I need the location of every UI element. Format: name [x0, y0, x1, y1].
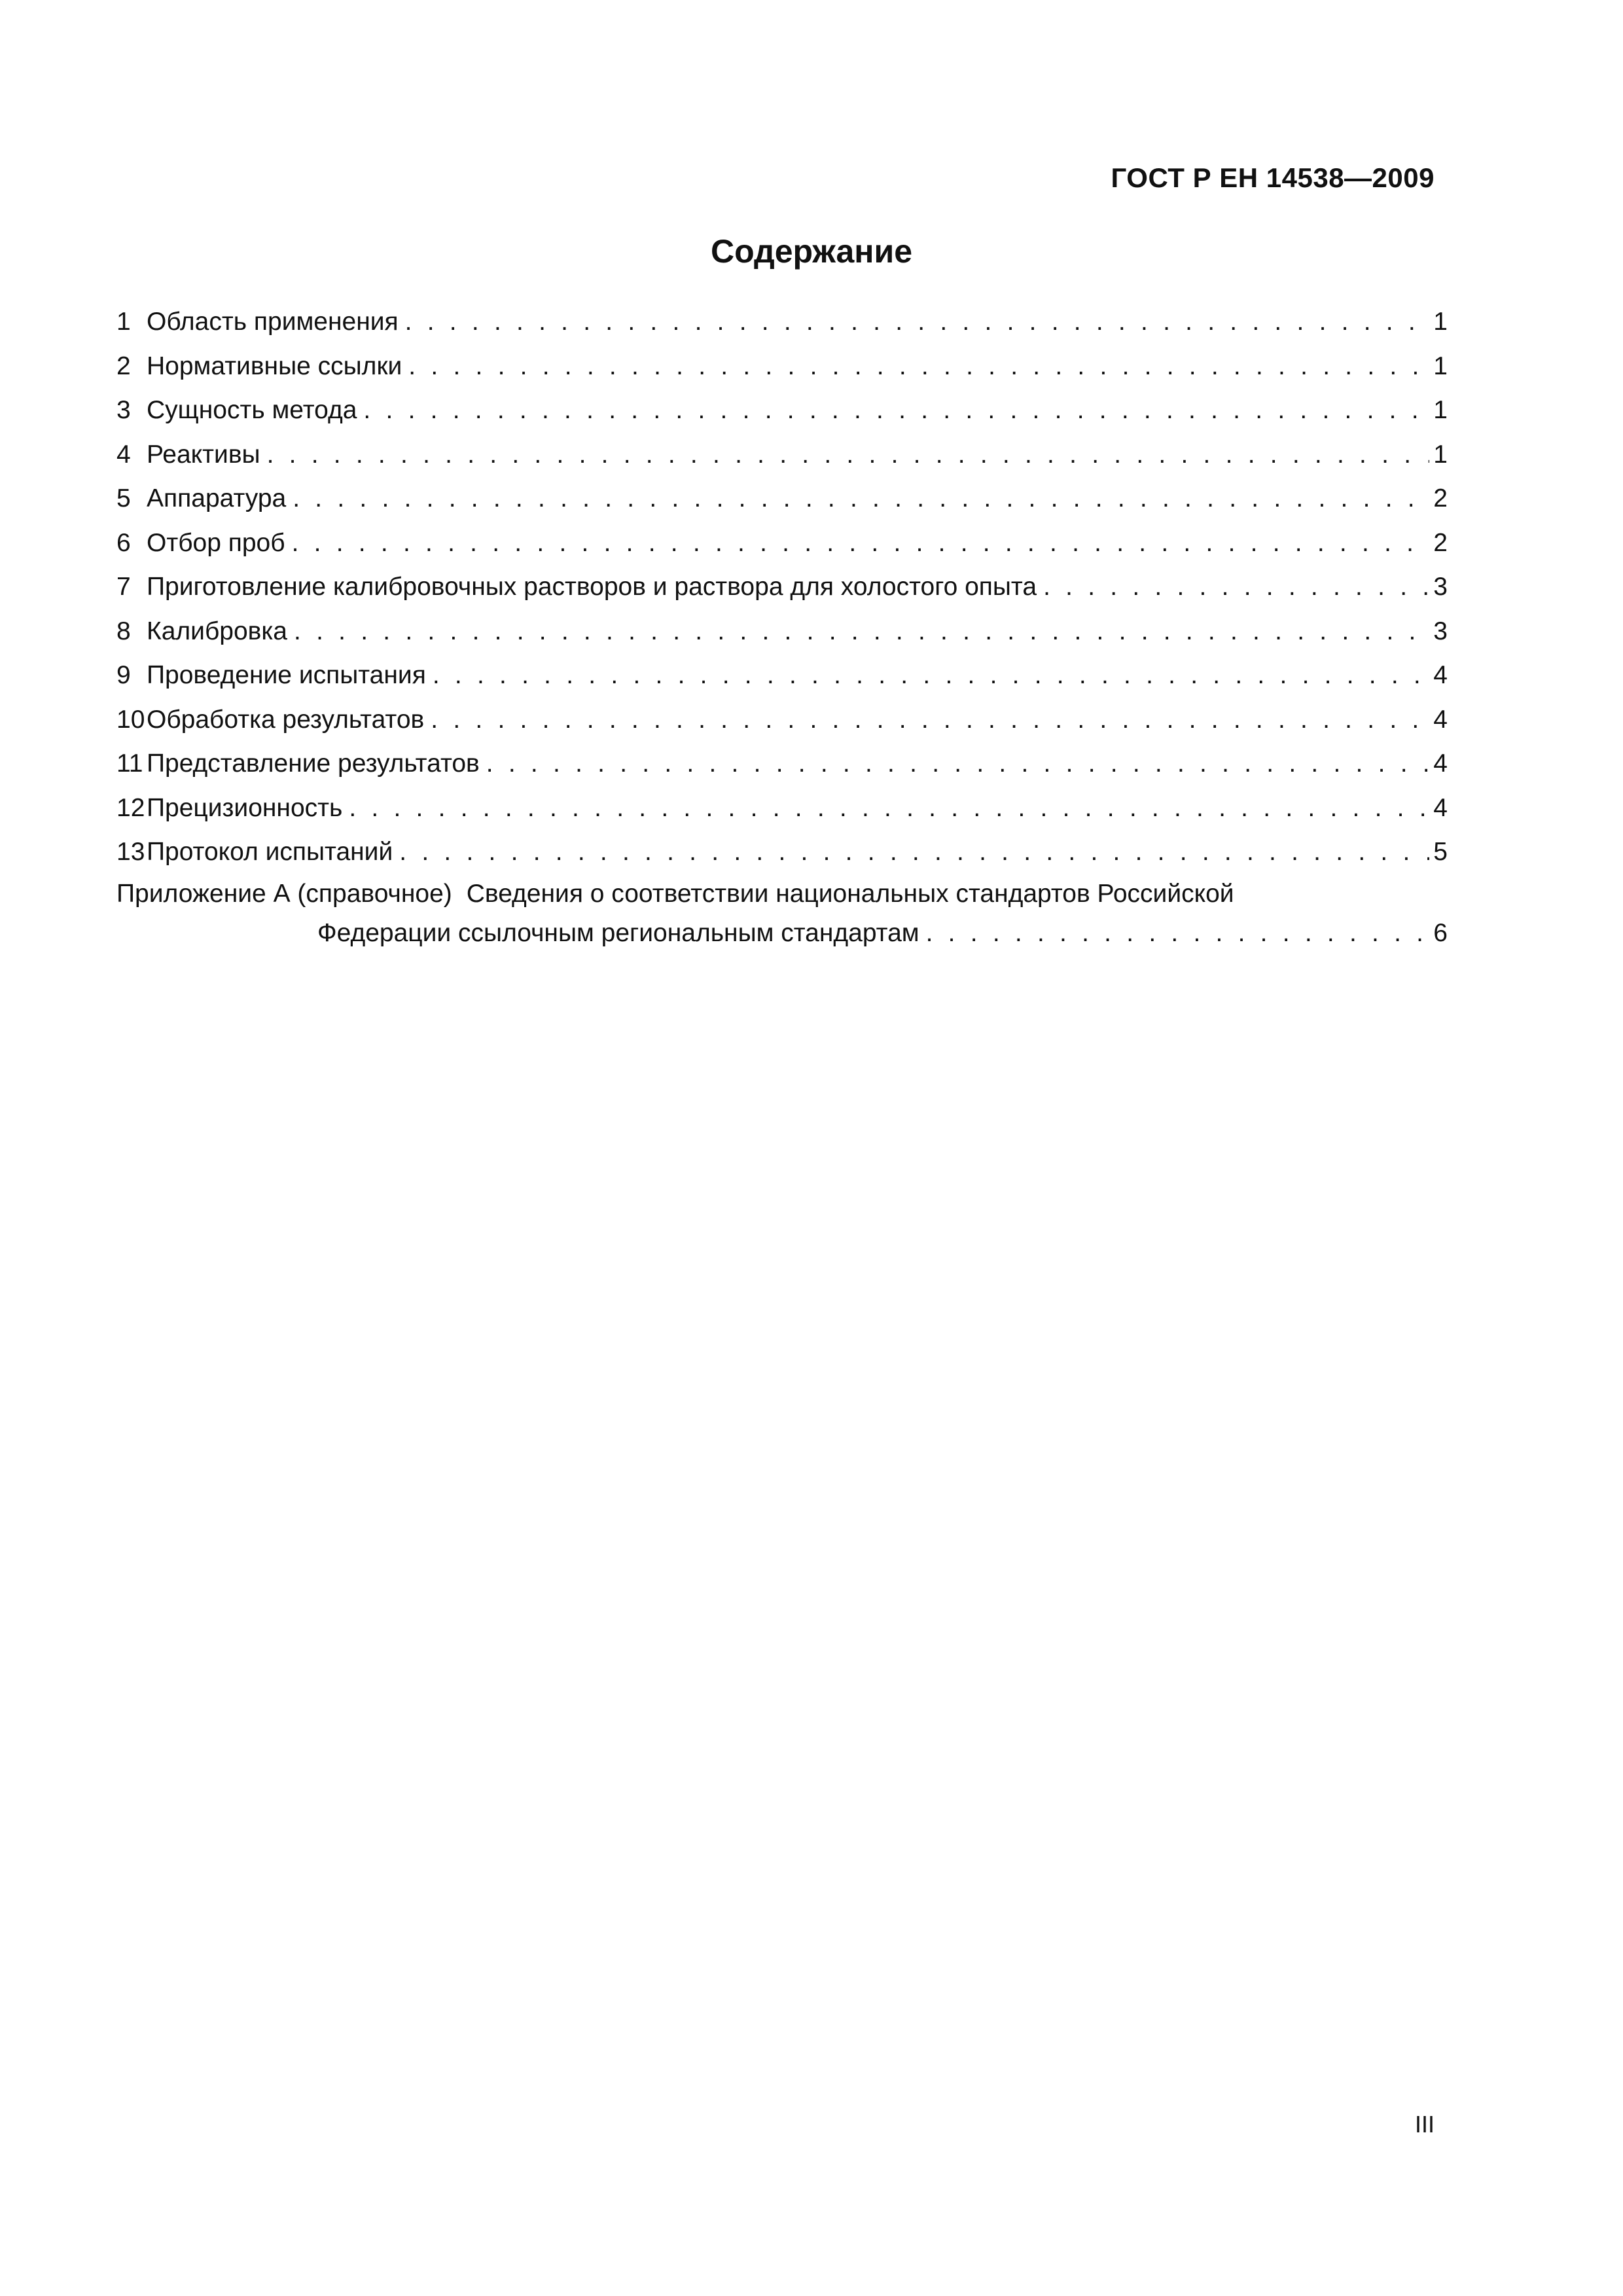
toc-entry-number: 6 [116, 528, 131, 557]
toc-entry-number: 8 [116, 617, 131, 645]
toc-entry[interactable] [116, 609, 1448, 654]
dot-leader [926, 914, 1429, 953]
toc-entry-page: 1 [1433, 396, 1448, 424]
toc-entry[interactable] [116, 830, 1448, 874]
toc-entry-page: 3 [1433, 617, 1448, 645]
toc-entry-number: 12 [116, 793, 145, 822]
toc-entry[interactable] [116, 476, 1448, 521]
toc-entry-title: Аппаратура [147, 484, 287, 512]
toc-entry-title: Калибровка [147, 617, 287, 645]
annex-continuation-line [116, 914, 1448, 953]
toc-entry-title: Реактивы [147, 440, 260, 469]
toc-entry-number: 10 [116, 705, 145, 734]
dot-leader [292, 521, 1429, 565]
dot-leader [1043, 565, 1429, 609]
toc-entry[interactable] [116, 565, 1448, 609]
toc-annex-entry[interactable] [116, 874, 1448, 953]
annex-heading-line [116, 874, 1448, 914]
dot-leader [267, 433, 1429, 477]
toc-entry[interactable] [116, 344, 1448, 389]
toc-entry-title: Приготовление калибровочных растворов и раствора для холостого опыта [147, 573, 1037, 601]
toc-entry-number: 3 [116, 396, 131, 424]
toc-entry[interactable] [116, 786, 1448, 831]
toc-entry-title: Область применения [147, 308, 399, 336]
toc-entry-number: 13 [116, 838, 145, 866]
dot-leader [486, 742, 1429, 786]
document-code: ГОСТ Р ЕН 14538—2009 [1111, 162, 1435, 193]
toc-entry-number: 7 [116, 573, 131, 601]
dot-leader [431, 698, 1429, 742]
toc-entry[interactable] [116, 388, 1448, 433]
dot-leader [293, 476, 1429, 521]
dot-leader [294, 609, 1429, 654]
toc-entry-title: Проведение испытания [147, 661, 426, 689]
toc-entry-page: 4 [1433, 749, 1448, 778]
toc-entry-title: Протокол испытаний [147, 838, 393, 866]
table-of-contents [116, 300, 1448, 953]
toc-entry-title: Прецизионность [147, 793, 343, 822]
toc-entry-page: 6 [1433, 918, 1448, 947]
toc-entry-number: 2 [116, 351, 131, 380]
toc-entry[interactable] [116, 698, 1448, 742]
toc-entry[interactable] [116, 433, 1448, 477]
toc-entry-page: 2 [1433, 484, 1448, 512]
annex-title-line1: Сведения о соответствии национальных стандартов Российской [466, 879, 1234, 908]
toc-entry-page: 4 [1433, 661, 1448, 689]
toc-entry-page: 2 [1433, 528, 1448, 557]
dot-leader [363, 388, 1429, 433]
toc-entry-number: 5 [116, 484, 131, 512]
toc-entry-page: 4 [1433, 793, 1448, 822]
toc-entry-title: Представление результатов [147, 749, 480, 778]
toc-entry-title: Обработка результатов [147, 705, 425, 734]
toc-entry-title: Нормативные ссылки [147, 351, 402, 380]
toc-entry-title: Отбор проб [147, 528, 285, 557]
toc-entry[interactable] [116, 521, 1448, 565]
toc-entry-page: 1 [1433, 440, 1448, 469]
toc-entry-number: 9 [116, 661, 131, 689]
dot-leader [408, 344, 1429, 389]
toc-entry-number: 4 [116, 440, 131, 469]
toc-entry-title: Сущность метода [147, 396, 357, 424]
toc-entry-page: 4 [1433, 705, 1448, 734]
dot-leader [349, 786, 1429, 831]
toc-entry[interactable] [116, 300, 1448, 344]
page-number: III [1414, 2111, 1435, 2138]
annex-title-line2: Федерации ссылочным региональным стандартам [317, 918, 919, 947]
toc-entry[interactable] [116, 742, 1448, 786]
toc-entry-page: 1 [1433, 308, 1448, 336]
toc-entry-page: 3 [1433, 573, 1448, 601]
toc-entry-page: 1 [1433, 351, 1448, 380]
toc-entry-page: 5 [1433, 838, 1448, 866]
toc-title: Содержание [710, 233, 913, 270]
annex-label: Приложение А (справочное) [116, 879, 452, 908]
dot-leader [405, 300, 1429, 344]
dot-leader [399, 830, 1429, 874]
dot-leader [433, 653, 1429, 698]
toc-entry[interactable] [116, 653, 1448, 698]
toc-entry-number: 11 [116, 749, 143, 778]
toc-entry-number: 1 [116, 308, 131, 336]
